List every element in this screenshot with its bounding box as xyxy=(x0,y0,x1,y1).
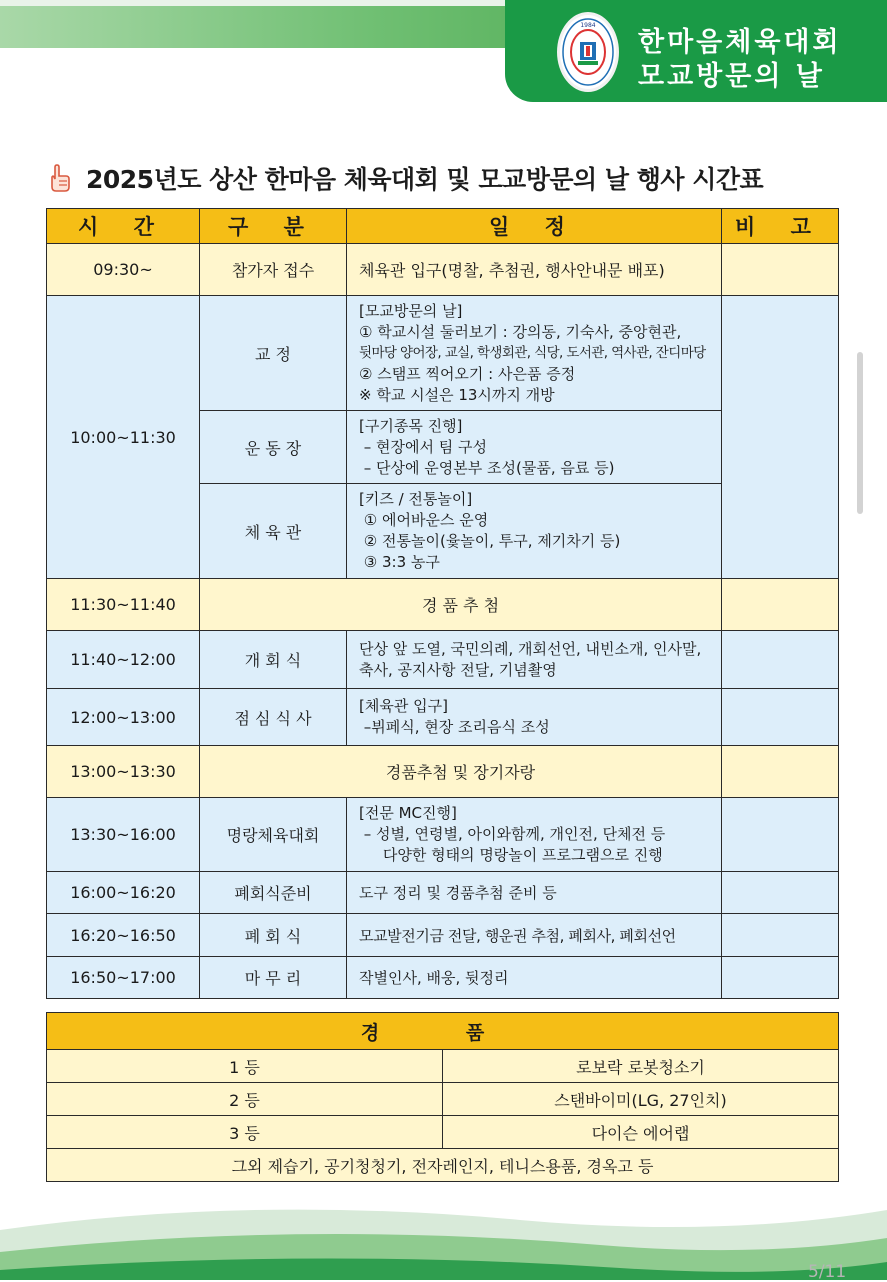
prize-row xyxy=(47,1050,839,1083)
cell-category: 점 심 식 사 xyxy=(200,689,347,746)
table-row xyxy=(47,689,839,746)
cell-time: 11:40~12:00 xyxy=(47,631,200,689)
detail-line: 단상 앞 도열, 국민의례, 개회선언, 내빈소개, 인사말, xyxy=(359,639,702,658)
cell-note xyxy=(722,746,839,798)
prize-table xyxy=(46,1012,839,1182)
header-gradient-band xyxy=(0,6,540,48)
cell-note xyxy=(722,579,839,631)
prize-rank: 1 등 xyxy=(47,1050,443,1083)
cell-merged-event: 경 품 추 첨 xyxy=(200,579,722,631)
header-title-line1: 한마음체육대회 xyxy=(638,27,842,58)
cell-note xyxy=(722,631,839,689)
cell-time: 10:00~11:30 xyxy=(47,296,200,579)
table-row xyxy=(47,798,839,872)
cell-merged-event: 경품추첨 및 장기자랑 xyxy=(200,746,722,798)
detail-line: –뷔페식, 현장 조리음식 조성 xyxy=(359,718,550,736)
cell-detail xyxy=(347,296,722,411)
cell-detail: 도구 정리 및 경품추첨 준비 등 xyxy=(347,872,722,914)
table-row xyxy=(47,631,839,689)
cell-category: 폐회식준비 xyxy=(200,872,347,914)
schedule-table xyxy=(46,208,839,999)
cell-category: 교 정 xyxy=(200,296,347,411)
page-title-text: 2025년도 상산 한마음 체육대회 및 모교방문의 날 행사 시간표 xyxy=(86,165,764,194)
school-emblem-logo xyxy=(557,12,619,92)
cell-detail: 모교발전기금 전달, 행운권 추첨, 폐회사, 폐회선언 xyxy=(347,914,722,957)
detail-line: ① 학교시설 둘러보기 : 강의동, 기숙사, 중앙현관, xyxy=(359,322,682,341)
cell-detail: 체육관 입구(명찰, 추첨권, 행사안내문 배포) xyxy=(347,244,722,296)
detail-line: ② 스탬프 찍어오기 : 사은품 증정 xyxy=(359,364,576,383)
detail-line: [구기종목 진행] xyxy=(359,416,463,435)
detail-line: – 단상에 운영본부 조성(물품, 음료 등) xyxy=(359,458,615,477)
detail-line: [키즈 / 전통놀이] xyxy=(359,490,473,508)
cell-note xyxy=(722,872,839,914)
page-title xyxy=(46,156,763,200)
prize-item: 다이슨 에어랩 xyxy=(443,1116,839,1149)
prize-row xyxy=(47,1116,839,1149)
detail-line: 다양한 형태의 명랑놀이 프로그램으로 진행 xyxy=(359,846,663,864)
prize-header: 경 품 xyxy=(47,1013,839,1050)
cell-category: 체 육 관 xyxy=(200,484,347,579)
detail-line: [모교방문의 날] xyxy=(359,301,463,320)
cell-time: 16:00~16:20 xyxy=(47,872,200,914)
page-number: 5/11 xyxy=(808,1262,847,1282)
detail-line: [전문 MC진행] xyxy=(359,804,457,822)
cell-category: 명랑체육대회 xyxy=(200,798,347,872)
table-row xyxy=(47,914,839,957)
prize-others: 그외 제습기, 공기청청기, 전자레인지, 테니스용품, 경옥고 등 xyxy=(47,1149,839,1182)
cell-note xyxy=(722,296,839,579)
schedule-header-row xyxy=(47,209,839,244)
cell-detail xyxy=(347,689,722,746)
table-row xyxy=(47,746,839,798)
prize-rank: 2 등 xyxy=(47,1083,443,1116)
prize-item: 로보락 로봇청소기 xyxy=(443,1050,839,1083)
cell-note xyxy=(722,798,839,872)
header-title-line2: 모교방문의 날 xyxy=(638,61,825,92)
detail-line: [체육관 입구] xyxy=(359,697,448,715)
table-row xyxy=(47,244,839,296)
cell-time: 12:00~13:00 xyxy=(47,689,200,746)
emblem-year: 1984 xyxy=(580,22,596,29)
detail-line: ③ 3:3 농구 xyxy=(359,553,440,571)
header-schedule: 일 정 xyxy=(347,209,722,244)
cell-category: 참가자 접수 xyxy=(200,244,347,296)
prize-rank: 3 등 xyxy=(47,1116,443,1149)
cell-time: 13:00~13:30 xyxy=(47,746,200,798)
cell-detail xyxy=(347,484,722,579)
prize-row xyxy=(47,1149,839,1182)
detail-line: 뒷마당 양어장, 교실, 학생회관, 식당, 도서관, 역사관, 잔디마당 xyxy=(359,344,706,361)
cell-note xyxy=(722,957,839,999)
cell-time: 09:30~ xyxy=(47,244,200,296)
header-time: 시 간 xyxy=(47,209,200,244)
cell-category: 개 회 식 xyxy=(200,631,347,689)
cell-category: 폐 회 식 xyxy=(200,914,347,957)
bottom-wave-decoration xyxy=(0,1190,887,1280)
detail-line: 축사, 공지사항 전달, 기념촬영 xyxy=(359,660,557,679)
cell-detail xyxy=(347,798,722,872)
detail-line: ※ 학교 시설은 13시까지 개방 xyxy=(359,385,555,404)
table-row xyxy=(47,957,839,999)
cell-time: 16:20~16:50 xyxy=(47,914,200,957)
table-row xyxy=(47,872,839,914)
cell-note xyxy=(722,689,839,746)
cell-category: 마 무 리 xyxy=(200,957,347,999)
cell-time: 13:30~16:00 xyxy=(47,798,200,872)
header-note: 비 고 xyxy=(722,209,839,244)
detail-line: – 성별, 연령별, 아이와함께, 개인전, 단체전 등 xyxy=(359,825,666,843)
detail-line: ① 에어바운스 운영 xyxy=(359,511,489,529)
cell-category: 운 동 장 xyxy=(200,411,347,484)
cell-note xyxy=(722,914,839,957)
detail-line: – 현장에서 팀 구성 xyxy=(359,437,488,456)
prize-item: 스탠바이미(LG, 27인치) xyxy=(443,1083,839,1116)
cell-time: 11:30~11:40 xyxy=(47,579,200,631)
cell-time: 16:50~17:00 xyxy=(47,957,200,999)
prize-header-row xyxy=(47,1013,839,1050)
table-row xyxy=(47,579,839,631)
scrollbar[interactable] xyxy=(857,352,863,514)
cell-detail xyxy=(347,411,722,484)
header-category: 구 분 xyxy=(200,209,347,244)
table-row xyxy=(47,296,839,411)
detail-line: ② 전통놀이(윷놀이, 투구, 제기차기 등) xyxy=(359,532,621,550)
prize-row xyxy=(47,1083,839,1116)
cell-note xyxy=(722,244,839,296)
cell-detail xyxy=(347,631,722,689)
pointing-hand-icon xyxy=(46,163,76,193)
cell-detail: 작별인사, 배웅, 뒷정리 xyxy=(347,957,722,999)
